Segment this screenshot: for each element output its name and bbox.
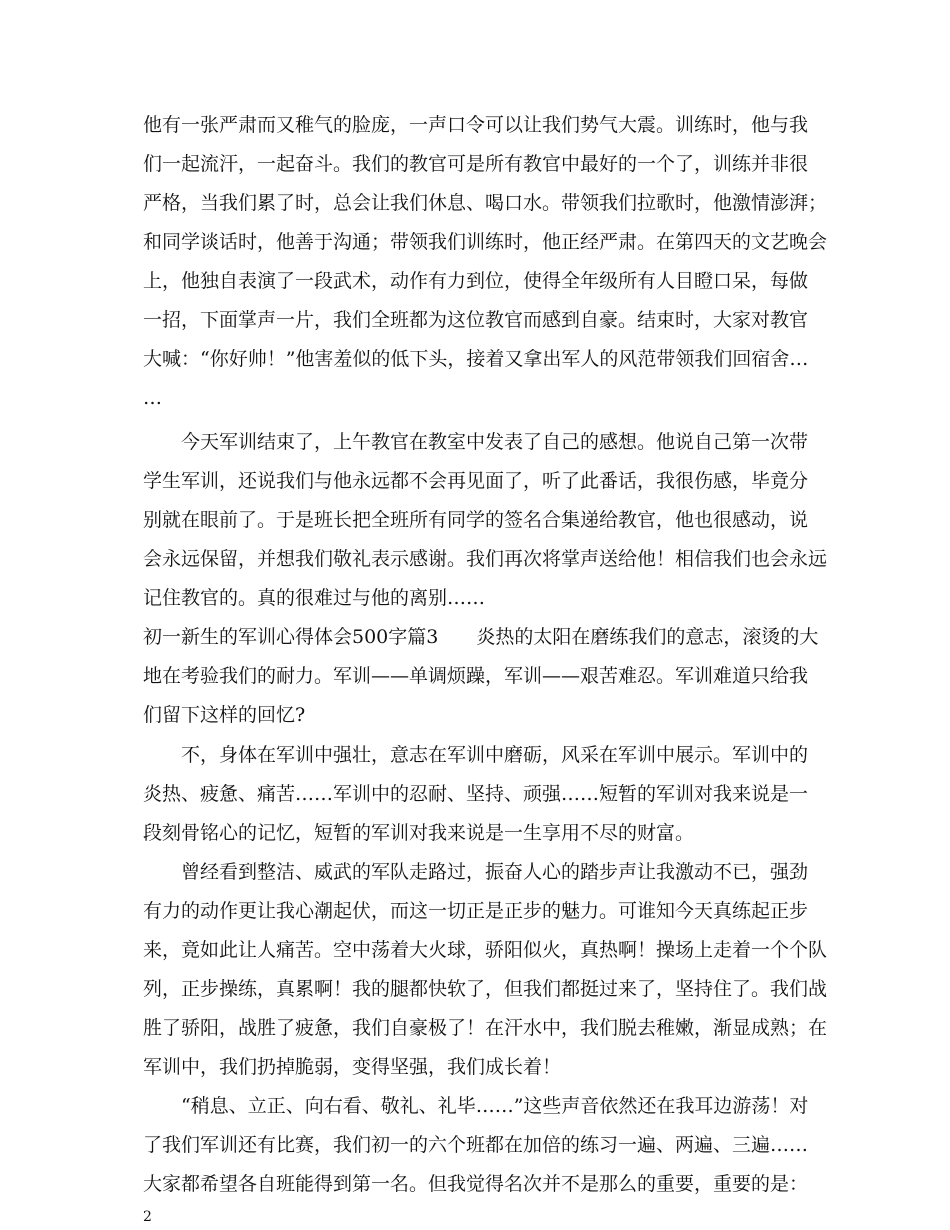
text-line: 学生军训，还说我们与他永远都不会再见面了，听了此番话，我很伤感，毕竟分 bbox=[143, 470, 809, 492]
text-line: 列，正步操练，真累啊！我的腿都快软了，但我们都挺过来了，坚持住了。我们战 bbox=[143, 978, 828, 1000]
text-line: 炎热、疲惫、痛苦……军训中的忍耐、坚持、顽强……短暂的军训对我来说是一 bbox=[143, 783, 809, 805]
text-line: 段刻骨铭心的记忆，短暂的军训对我来说是一生享用不尽的财富。 bbox=[143, 822, 695, 844]
text-line: 了我们军训还有比赛，我们初一的六个班都在加倍的练习一遍、两遍、三遍…… bbox=[143, 1134, 809, 1156]
text-line: 大家都希望各自班能得到第一名。但我觉得名次并不是那么的重要，重要的是： bbox=[143, 1173, 809, 1195]
paragraph-first-line: 曾经看到整洁、威武的军队走路过，振奋人心的踏步声让我激动不已，强劲 bbox=[181, 861, 809, 883]
text-line: 来，竟如此让人痛苦。空中荡着大火球，骄阳似火，真热啊！操场上走着一个个队 bbox=[143, 939, 828, 961]
text-line: 大喊：“你好帅！”他害羞似的低下头，接着又拿出军人的风范带领我们回宿舍… bbox=[143, 348, 809, 370]
text-line: 有力的动作更让我心潮起伏，而这一切正是正步的魅力。可谁知今天真练起正步 bbox=[143, 900, 809, 922]
paragraph-first-line: 不，身体在军训中强壮，意志在军训中磨砺，风采在军训中展示。军训中的 bbox=[181, 744, 809, 766]
text-line: 会永远保留，并想我们敬礼表示感谢。我们再次将掌声送给他！相信我们也会永远 bbox=[143, 548, 828, 570]
text-line: 一招，下面掌声一片，我们全班都为这位教官而感到自豪。结束时，大家对教官 bbox=[143, 309, 809, 331]
text-line: … bbox=[143, 387, 162, 409]
paragraph-first-line: “稍息、立正、向右看、敬礼、礼毕……”这些声音依然还在我耳边游荡！对 bbox=[181, 1095, 809, 1117]
text-line: 们留下这样的回忆? bbox=[143, 704, 306, 726]
text-line: 们一起流汗，一起奋斗。我们的教官可是所有教官中最好的一个了，训练并非很 bbox=[143, 153, 809, 175]
text-line: 记住教官的。真的很难过与他的离别…… bbox=[143, 587, 486, 609]
section-heading-line: 初一新生的军训心得体会500字篇3 炎热的太阳在磨练我们的意志，滚烫的大 bbox=[143, 626, 819, 648]
text-line: 别就在眼前了。于是班长把全班所有同学的签名合集递给教官，他也很感动，说 bbox=[143, 509, 809, 531]
text-line: 军训中，我们扔掉脆弱，变得坚强，我们成长着！ bbox=[143, 1056, 562, 1078]
paragraph-first-line: 今天军训结束了，上午教官在教室中发表了自己的感想。他说自己第一次带 bbox=[181, 431, 809, 453]
text-line: 上，他独自表演了一段武术，动作有力到位，使得全年级所有人目瞪口呆，每做 bbox=[143, 270, 809, 292]
text-line: 他有一张严肃而又稚气的脸庞，一声口令可以让我们势气大震。训练时，他与我 bbox=[143, 114, 809, 136]
text-line: 和同学谈话时，他善于沟通；带领我们训练时，他正经严肃。在第四天的文艺晚会 bbox=[143, 231, 828, 253]
text-line: 严格，当我们累了时，总会让我们休息、喝口水。带领我们拉歌时，他激情澎湃； bbox=[143, 192, 828, 214]
text-line: 胜了骄阳，战胜了疲惫，我们自豪极了！在汗水中，我们脱去稚嫩，渐显成熟；在 bbox=[143, 1017, 828, 1039]
page-number: 2 bbox=[143, 1209, 152, 1225]
text-line: 地在考验我们的耐力。军训——单调烦躁，军训——艰苦难忍。军训难道只给我 bbox=[143, 665, 809, 687]
